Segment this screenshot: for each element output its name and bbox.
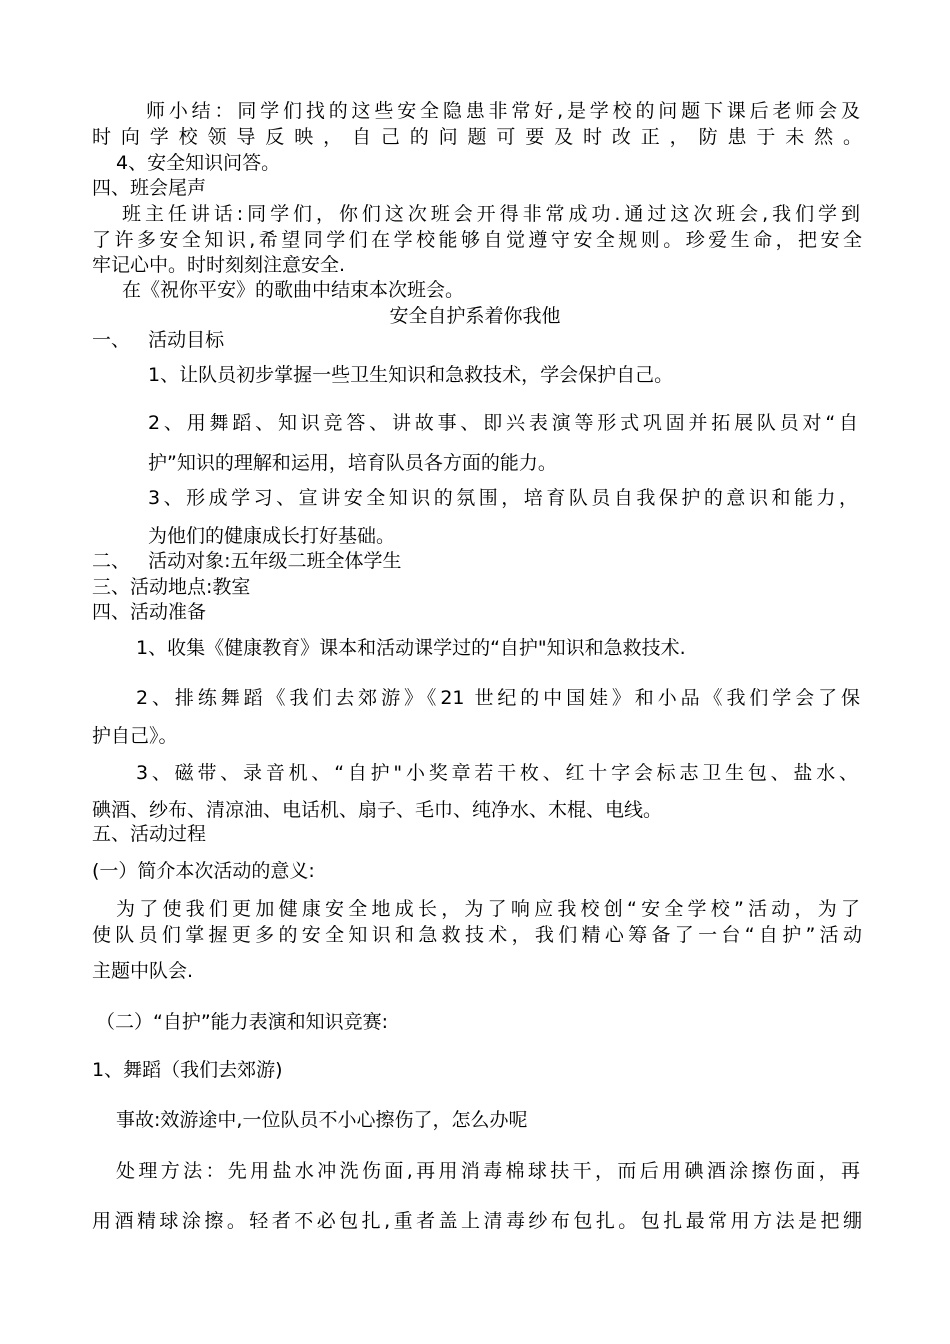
paragraph-line: 牢记心中。时时刻刻注意安全. <box>92 254 346 276</box>
list-item-line: 护”知识的理解和运用，培育队员各方面的能力。 <box>148 452 557 474</box>
list-item-line: 1、舞蹈（我们去郊游) <box>92 1059 283 1081</box>
paragraph-line: 了许多安全知识,希望同学们在学校能够自觉遵守安全规则。珍爱生命，把安全 <box>92 229 862 251</box>
section-heading: 二、 活动对象:五年级二班全体学生 <box>92 550 402 572</box>
paragraph-line-2: 时向学校领导反映，自己的问题可要及时改正，防患于未然。 <box>92 126 862 148</box>
section-heading: 四、活动准备 <box>92 601 207 623</box>
list-item-line: 3、形成学习、宣讲安全知识的氛围，培育队员自我保护的意识和能力， <box>148 487 858 509</box>
list-item-line: 护自己》。 <box>92 725 178 747</box>
section-heading: 四、班会尾声 <box>92 177 207 199</box>
list-item-line: 为他们的健康成长打好基础。 <box>148 525 396 547</box>
list-item-line: 2、用舞蹈、知识竞答、讲故事、即兴表演等形式巩固并拓展队员对“自 <box>148 412 858 434</box>
paragraph-line: 用酒精球涂擦。轻者不必包扎,重者盖上清毒纱布包扎。包扎最常用方法是把绷 <box>92 1210 862 1232</box>
subsection-heading: （二）“自护”能力表演和知识竞赛: <box>96 1011 389 1033</box>
subsection-heading: (一）简介本次活动的意义: <box>92 860 315 882</box>
section-heading: 三、活动地点:教室 <box>92 576 251 598</box>
list-item-line: 1、收集《健康教育》课本和活动课学过的“自护"知识和急救技术. <box>136 637 686 659</box>
list-item-line: 2、排练舞蹈《我们去郊游》《21 世纪的中国娃》和小品《我们学会了保 <box>136 687 860 709</box>
paragraph-line: 为了使我们更加健康安全地成长，为了响应我校创“安全学校”活动，为了 <box>116 898 860 920</box>
list-item-line: 1、让队员初步掌握一些卫生知识和急救技术，学会保护自己。 <box>148 364 674 386</box>
paragraph-line-1: 师小结：同学们找的这些安全隐患非常好,是学校的问题下课后老师会及 <box>146 100 860 122</box>
section-heading: 五、活动过程 <box>92 823 207 845</box>
paragraph-line: 事故:效游途中,一位队员不小心擦伤了，怎么办呢 <box>116 1109 528 1131</box>
list-item-line: 3、磁带、录音机、“自护"小奖章若干枚、红十字会标志卫生包、盐水、 <box>136 762 858 784</box>
paragraph-line: 处理方法：先用盐水冲洗伤面,再用消毒棉球扶干，而后用碘酒涂擦伤面，再 <box>116 1160 860 1182</box>
list-item-line: 碘酒、纱布、清凉油、电话机、扇子、毛巾、纯净水、木棍、电线。 <box>92 799 663 821</box>
paragraph-line: 使队员们掌握更多的安全知识和急救技术，我们精心筹备了一台“自护”活动 <box>92 924 862 946</box>
paragraph-line: 主题中队会. <box>92 960 194 982</box>
section-heading: 一、 活动目标 <box>92 329 225 351</box>
paragraph-line: 在《祝你平安》的歌曲中结束本次班会。 <box>122 279 465 301</box>
list-item-line: 4、安全知识问答。 <box>116 152 281 174</box>
paragraph-line: 班主任讲话:同学们，你们这次班会开得非常成功.通过这次班会,我们学到 <box>122 203 860 225</box>
document-title: 安全自护系着你我他 <box>389 305 561 327</box>
